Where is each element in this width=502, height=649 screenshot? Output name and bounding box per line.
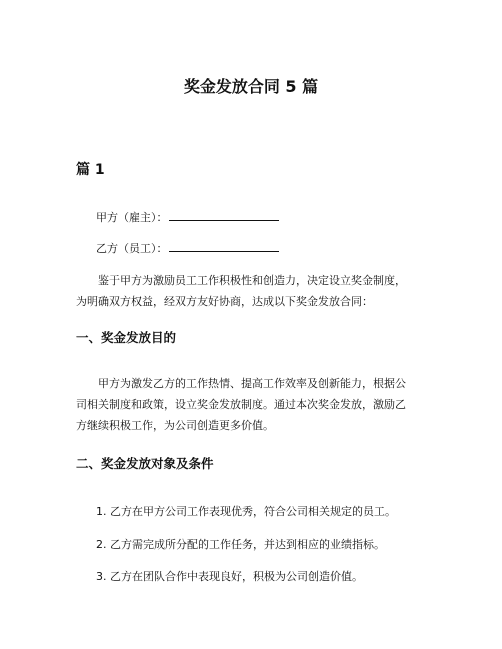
purpose-paragraph	[76, 373, 428, 436]
party-b-line	[96, 241, 279, 256]
document-title: 奖金发放合同 5 篇	[183, 77, 319, 96]
heading-conditions: 二、奖金发放对象及条件	[76, 456, 214, 471]
party-a-label: 甲方（雇主）：	[96, 211, 168, 224]
intro-line: 为明确双方权益，经双方友好协商，达成以下奖金发放合同：	[76, 295, 373, 308]
heading-purpose: 一、奖金发放目的	[76, 330, 177, 345]
party-b-blank	[169, 241, 279, 252]
purpose-line: 司相关制度和政策，设立奖金发放制度。通过本次奖金发放，激励乙	[76, 398, 406, 411]
party-b-label: 乙方（员工）：	[96, 242, 168, 255]
intro-line: 鉴于甲方为激励员工工作积极性和创造力，决定设立奖金制度，	[98, 274, 406, 287]
party-a-blank	[169, 210, 279, 221]
intro-paragraph	[76, 270, 428, 312]
condition-item: 3. 乙方在团队合作中表现良好，积极为公司创造价值。	[96, 570, 363, 583]
condition-item: 2. 乙方需完成所分配的工作任务，并达到相应的业绩指标。	[96, 538, 385, 551]
purpose-line: 方继续积极工作，为公司创造更多价值。	[76, 419, 274, 432]
purpose-line: 甲方为激发乙方的工作热情、提高工作效率及创新能力，根据公	[98, 377, 406, 390]
party-a-line	[96, 210, 279, 225]
condition-item: 1. 乙方在甲方公司工作表现优秀，符合公司相关规定的员工。	[96, 505, 396, 518]
section-heading: 篇 1	[76, 162, 105, 178]
